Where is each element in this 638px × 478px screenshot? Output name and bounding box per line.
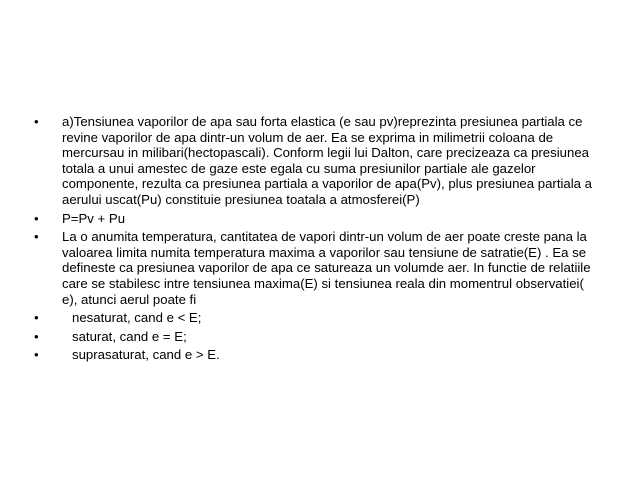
bullet-icon: •	[34, 229, 39, 245]
bullet-item-temperatura	[34, 229, 604, 307]
bullet-icon: •	[34, 328, 39, 344]
bullet-text: nesaturat, cand e < E;	[72, 310, 202, 326]
bullet-item-suprasaturat	[34, 347, 604, 363]
bullet-icon: •	[34, 210, 39, 226]
bullet-text: suprasaturat, cand e > E.	[72, 347, 220, 363]
bullet-item-tensiunea	[34, 114, 604, 208]
bullet-icon: •	[34, 114, 39, 129]
bullet-text: P=Pv + Pu	[62, 210, 126, 226]
bullet-list	[34, 114, 604, 366]
bullet-icon: •	[34, 310, 39, 326]
bullet-item-nesaturat	[34, 310, 604, 326]
bullet-text: La o anumita temperatura, cantitatea de vapori dintr-un volum de aer poate creste pana la valoarea limita numita temperatura maxima a vaporilor sau tensiune de satratie(E) . Ea se defineste ca presiunea vaporilor de apa ce satureaza un volumde aer. In functie de relatiile care se stabilesc intre tensiunea maxima(E) si tensiunea reala din momentrul observatiei( e), atunci aerul poate fi	[62, 229, 603, 307]
bullet-text: a)Tensiunea vaporilor de apa sau forta elastica (e sau pv)reprezinta presiunea partiala ce revine vaporilor de apa dintr-un volum de aer. Ea se exprima in milimetrii coloana de mercursau in milibari(hectopascali). Conform legii lui Dalton, care precizeaza ca presiunea totala a unui amestec de gaze este egala cu suma presiunilor partiale ale gazelor componente, rezulta ca presiunea partiala a vaporilor de apa(Pv), plus presiunea partiala a aerului uscat(Pu) constituie presiunea toatala a atmosferei(P)	[62, 114, 596, 207]
bullet-icon: •	[34, 347, 39, 363]
bullet-text: saturat, cand e = E;	[72, 328, 187, 344]
bullet-item-saturat	[34, 329, 604, 345]
bullet-item-formula	[34, 211, 604, 227]
